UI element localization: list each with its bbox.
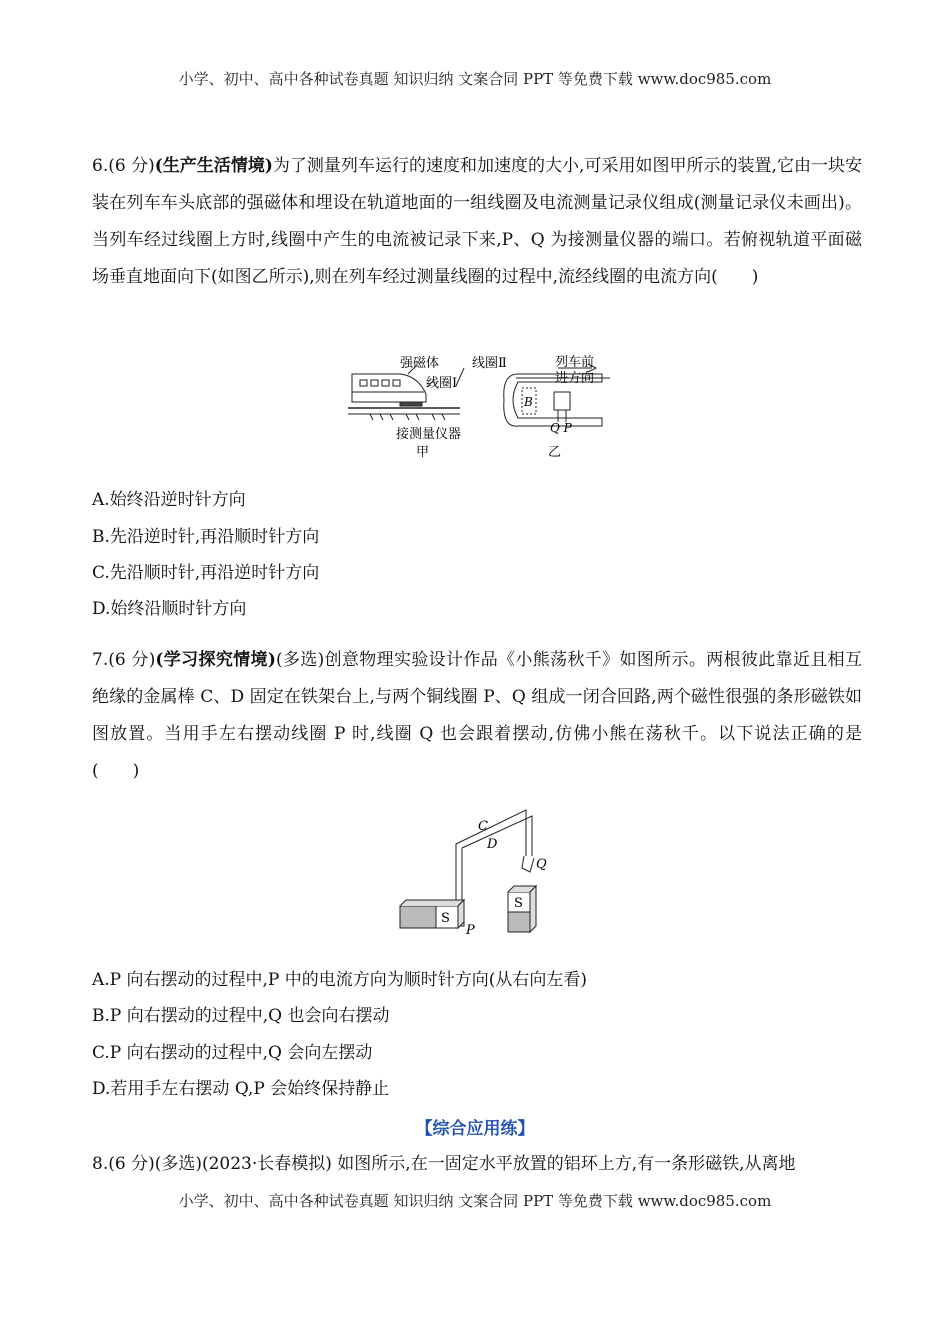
label-B: B: [524, 395, 533, 409]
q6-option-c: C.先沿顺时针,再沿逆时针方向: [92, 563, 320, 583]
question-6-tag: (生产生活情境): [154, 156, 273, 176]
question-7-tag: (学习探究情境): [155, 650, 276, 670]
label-coil-2: 线圈Ⅱ: [472, 356, 507, 371]
label-QP: Q P: [550, 421, 572, 435]
coil-Q: [522, 856, 534, 872]
q6-option-a: A.始终沿逆时针方向: [92, 490, 246, 510]
question-7: [92, 642, 862, 790]
q6-option-b: B.先沿逆时针,再沿顺时针方向: [92, 527, 320, 547]
section-title: 【综合应用练】: [415, 1119, 535, 1139]
label-coil-1: 线圈Ⅰ: [426, 376, 458, 391]
label-S-left: S: [441, 911, 450, 926]
label-C: C: [478, 819, 488, 834]
train-diagram: [348, 366, 464, 420]
question-8: 8.(6 分)(多选)(2023·长春模拟) 如图所示,在一固定水平放置的铝环上方,有一条形磁铁,从离地: [92, 1154, 796, 1174]
q7-option-b: B.P 向右摆动的过程中,Q 也会向右摆动: [92, 1006, 390, 1026]
q6-option-d: D.始终沿顺时针方向: [92, 599, 247, 619]
magnet-left-n: [400, 906, 436, 928]
label-magnet: 强磁体: [400, 356, 440, 371]
page-footer: 小学、初中、高中各种试卷真题 知识归纳 文案合同 PPT 等免费下载 www.doc985.com: [178, 1192, 772, 1210]
label-yi: 乙: [548, 445, 562, 460]
question-6-text: 为了测量列车运行的速度和加速度的大小,可采用如图甲所示的装置,它由一块安装在列车车头底部的强磁体和埋设在轨道地面的一组线圈及电流测量记录仪组成(测量记录仪未画出)。当列车经过线圈上方时,线圈中产生的电流被记录下来,P、Q 为接测量仪器的端口。若俯视轨道平面磁场垂直地面向下(如图乙所示),则在列车经过测量线圈的过程中,流经线圈的电流方向( ): [92, 156, 862, 287]
label-Q: Q: [536, 857, 547, 872]
question-6-figure: [340, 352, 620, 462]
q7-option-d: D.若用手左右摆动 Q,P 会始终保持静止: [92, 1079, 390, 1099]
label-S-right: S: [514, 896, 523, 911]
question-7-number: 7.(6 分): [92, 650, 156, 670]
label-direction-2: 进方向: [555, 371, 595, 386]
label-D: D: [487, 837, 498, 852]
page-header: 小学、初中、高中各种试卷真题 知识归纳 文案合同 PPT 等免费下载 www.doc985.com: [178, 70, 772, 88]
q7-option-a: A.P 向右摆动的过程中,P 中的电流方向为顺时针方向(从右向左看): [92, 970, 588, 990]
label-P: P: [466, 923, 475, 938]
question-6: [92, 148, 862, 296]
magnet-block: [400, 402, 422, 406]
question-7-text: (多选)创意物理实验设计作品《小熊荡秋千》如图所示。两根彼此靠近且相互绝缘的金属棒 C、D 固定在铁架台上,与两个铜线圈 P、Q 组成一闭合回路,两个磁性很强的条形磁铁如图放置。当用手左右摆动线圈 P 时,线圈 Q 也会跟着摆动,仿佛小熊在荡秋千。以下说法正确的是 ( ): [92, 650, 862, 781]
label-direction-1: 列车前: [555, 355, 595, 370]
label-jia: 甲: [416, 445, 430, 460]
label-instrument: 接测量仪器: [396, 427, 462, 442]
q7-option-c: C.P 向右摆动的过程中,Q 会向左摆动: [92, 1043, 373, 1063]
question-7-figure: [398, 808, 558, 938]
magnet-right-n: [508, 912, 530, 932]
question-6-number: 6.(6 分): [92, 156, 155, 176]
